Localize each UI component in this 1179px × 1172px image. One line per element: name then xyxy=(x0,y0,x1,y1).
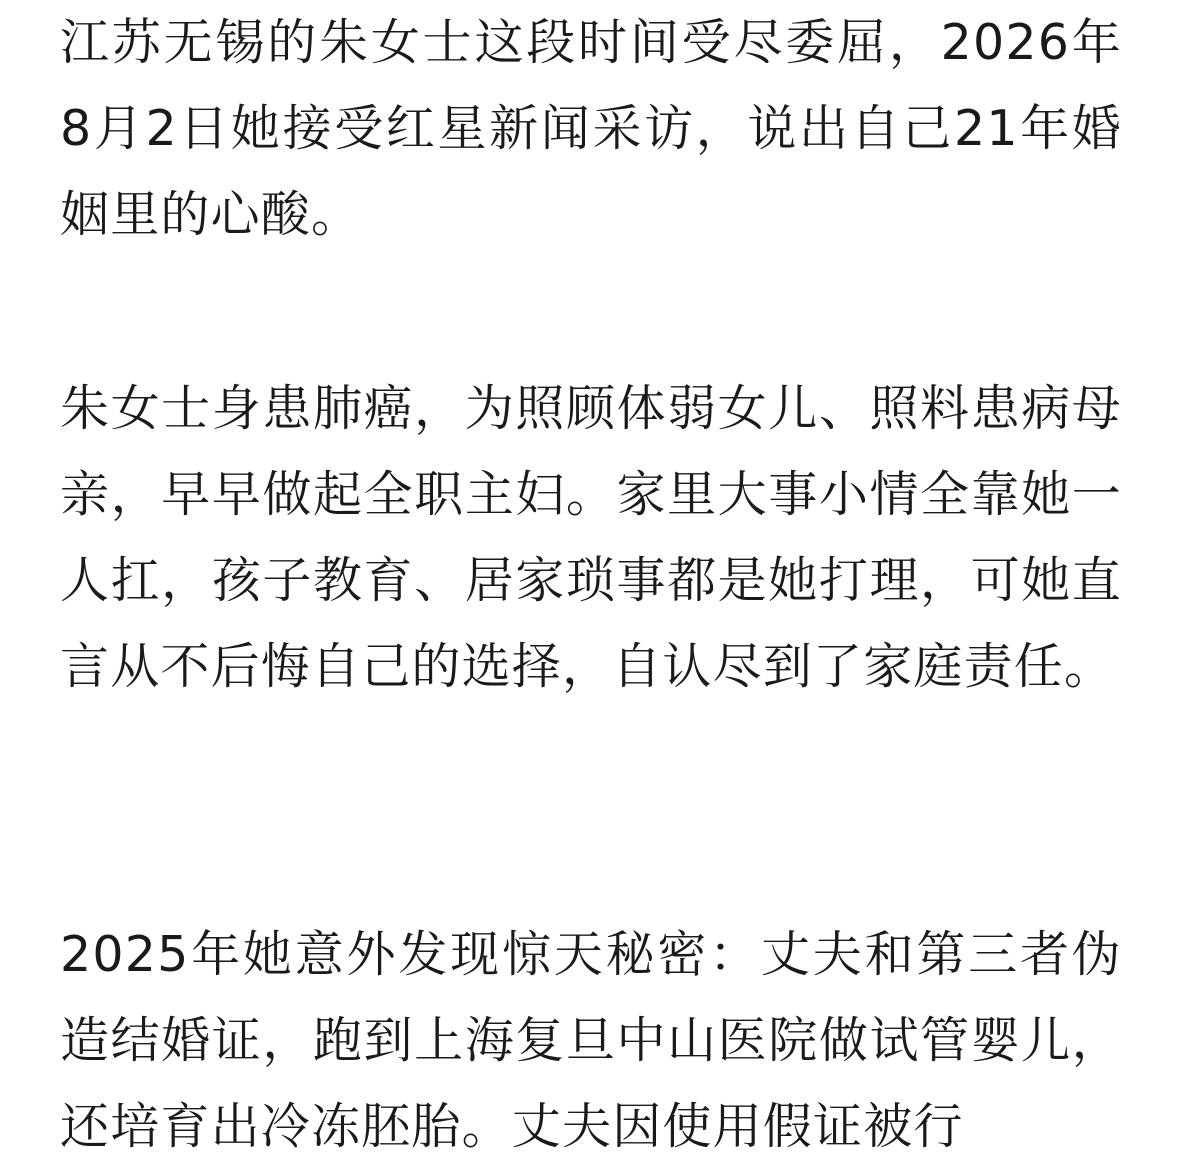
paragraph-intro: 江苏无锡的朱女士这段时间受尽委屈，2026年8月2日她接受红星新闻采访，说出自己21年婚姻里的心酸。 xyxy=(60,14,1122,243)
paragraph-discovery: 2025年她意外发现惊天秘密：丈夫和第三者伪造结婚证，跑到上海复旦中山医院做试管婴儿，还培育出冷冻胚胎。丈夫因使用假证被行 xyxy=(60,926,1122,1155)
paragraph-background: 朱女士身患肺癌，为照顾体弱女儿、照料患病母亲，早早做起全职主妇。家里大事小情全靠她一人扛，孩子教育、居家琐事都是她打理，可她直言从不后悔自己的选择，自认尽到了家庭责任。 xyxy=(60,380,1122,695)
